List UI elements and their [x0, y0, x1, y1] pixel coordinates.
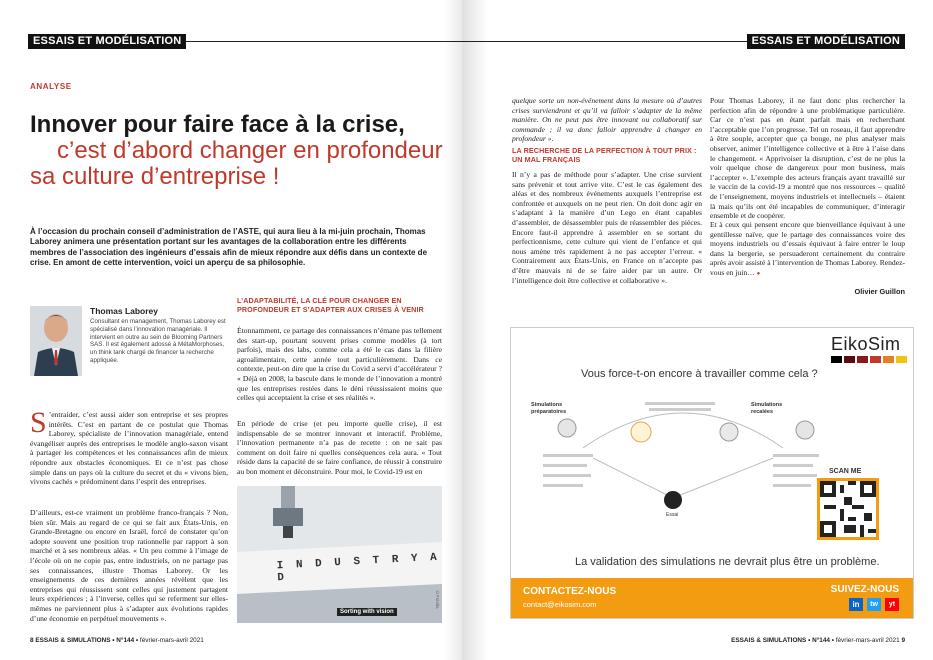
bio-text: Consultant en management, Thomas Laborey est spécialisé dans l’innovation managériale. Il intervient en outre au sein de Blooming Partners SAS. Il est également adossé à MétaMorphoses, un think tank chargé de financer la recherche appliquée.	[90, 318, 226, 364]
linkedin-icon[interactable]: in	[849, 598, 863, 611]
subheading-perfection: LA RECHERCHE DE LA PERFECTION À TOUT PRIX : UN MAL FRANÇAIS	[512, 146, 697, 164]
kicker: ANALYSE	[30, 82, 72, 91]
ad-tagline: La validation des simulations ne devrait plus être un problème.	[575, 556, 880, 568]
article-photo	[237, 486, 442, 623]
right-page	[462, 0, 933, 660]
col1-p1-text: ’entraider, c’est aussi aider son entreprise et ses propres intérêts. C’est en partant de ce postulat que Thomas Laborey, spécialiste de l’innovation managériale, entend évangéliser auprès des entreprises le modèle anglo-saxon visant à partager les compétences et les connaissances afin de mieux répondre aux obstacles économiques. Et ce n’est pas chose simple dans un pays où la culture du secret et du « vivons bien, vivons cachés » prédominent dans l’esprit des entreprises.	[30, 410, 228, 487]
social-icons	[849, 598, 899, 611]
swatch	[857, 356, 868, 363]
col1-paragraph-2: D’ailleurs, est-ce vraiment un problème franco-français ? Non, bien sûr. Mais au regard de ce qui se fait aux États-Unis, en Grande-Bretagne ou encore en Israël, forcé de constater qu’on adopte souvent une position trop rationnelle par rapport à son marché et à ses nombreux aléas. « Un peu comme à l’image de l’école où on ne copie pas, entre industriels, on ne partage pas ses connaissances, illustre Thomas Laborey. Or les enseignements de ces dernières années révèlent que les entreprises qui réussissent sont celles qui justement partagent leurs expériences ; à l’inverse, celles qui se referment sur elles-mêmes ne parviennent plus à s’adapter aux évolutions rapides d’une économie en perpétuel mouvements ».	[30, 508, 228, 623]
title-line-2: c’est d’abord changer en profondeur	[57, 137, 443, 164]
section-label: ESSAIS ET MODÉLISATION	[28, 34, 186, 49]
swatch	[883, 356, 894, 363]
footer-mag-name: ESSAIS & SIMULATIONS	[35, 637, 111, 644]
ad-brand: EikoSim	[831, 334, 901, 354]
section-label: ESSAIS ET MODÉLISATION	[747, 34, 905, 49]
article-title	[30, 112, 450, 190]
eikosim-logo	[831, 334, 907, 363]
col2-paragraph-1: Pour Thomas Laborey, il ne faut donc plus rechercher la perfection afin de répondre à une problématique particulière. Car ce n’est pas en étant parfait mais en recherchant l’acceptable que l’on progresse. Tel un roseau, il faut apprendre à être souple, accepter que ça bouge, ne plus analyser mais observer, animer l’intelligence collective et à être à l’aise dans le changement. « Apprivoiser la disruption, c’est de ne plus la voir quelque chose de dangereux pour mon business, mais l’accepter ». L’exemple des acteurs français ayant travaillé sur le vaccin de la covid-19 a montré que nos ressources – qualité de l’enseignement, moyens industriels et intellectuels – étaient là mais qu’ils ont été incapables de communiquer, d’interagir ensemble et de coopérer.	[710, 96, 905, 221]
eikosim-advertisement[interactable]	[510, 327, 914, 619]
footer-page-number: 9	[901, 637, 905, 644]
footer-date: février-mars-avril 2021	[139, 637, 204, 644]
title-line-1: Innover pour faire face à la crise,	[30, 111, 405, 138]
scan-label: SCAN ME	[829, 468, 862, 475]
col2-paragraph-2: En période de crise (et peu importe quelle crise), il est indispensable de se montrer innovant et interactif. Problème, l’innovation permanente n’a pas de recette : on ne sait pas comment on doit faire ni quelles conséquences cela aura. « Tout réside dans la capacité de se faire confiance, de réussir à construire au bon moment et déconstruire. Pour moi, le Covid-19 est en	[237, 419, 442, 476]
col2-paragraph-2	[710, 220, 905, 280]
footer-issue: • N°144 •	[112, 637, 139, 644]
diagram-center-label: Essai	[666, 512, 679, 518]
col1-paragraph-1: quelque sorte un non-événement dans la mesure où d’autres crises surviendront et qu’il va falloir s’adapter de la même manière. On ne peut pas être innovant ou collaboratif sur commande ; il va donc falloir apprendre à changer en profondeur ».	[512, 96, 702, 144]
twitter-icon[interactable]: tw	[867, 598, 881, 611]
col1-paragraph-2: Il n’y a pas de méthode pour s’adapter. Une crise survient sans prévenir et tout arrive vite. C’est le cas également des aléas et des nombreux événements auxquels l’entreprise est confrontée et auxquels on ne peut rien. On doit donc agir en s’adaptant à la manière d’un Lego en étant capables d’assembler, de désassembler puis de réassembler des pièces. Encore faut-il apprendre à assembler en se sortant du perfectionnisme, cette culture qui vient de l’enfance et qui nous amène très rapidement à ne pas accepter l’erreur. « Contrairement aux États-Unis, en France on n’accepte pas d’être mauvais ni de se faire aider par un autre. Or l’intelligence doit être collective et collaborative ».	[512, 170, 702, 285]
col2-p2-text: Et à ceux qui pensent encore que bienveillance équivaut à une gentillesse naïve, que le partage des connaissances voire des moyens industriels ou d’essais équivaut à faire entrer le loup dans la bergerie, se persuaderont certainement du contraire après avoir assisté à l’intervention de Thomas Laborey. Rendez-vous en juin…	[710, 220, 905, 277]
col2-paragraph-1: Étonnamment, ce partage des connaissances n’émane pas tellement des start-up, pourtant souvent prises comme modèles (à tort parfois), mais des labs, comme cela a été le cas dans la filière agroalimentaire, cette année tout particulièrement. Dans ce contexte, peut-on dire que la crise du Covid a servi d’accélérateur ? « Déjà en 2008, la bascule dans le monde de l’innovation a montré que les entreprises restées dans le déni réussissaient moins que celles qui acceptaient la crise et ses réalités ».	[237, 326, 442, 403]
header-rule	[462, 41, 763, 42]
follow-title: SUIVEZ-NOUS	[830, 584, 899, 595]
subheading-adaptability: L’ADAPTABILITÉ, LA CLÉ POUR CHANGER EN PROFONDEUR ET S’ADAPTER AUX CRISES À VENIR	[237, 296, 424, 314]
footer-issue: • N°144 •	[808, 637, 834, 644]
footer-left	[30, 637, 204, 644]
photo-credit: ©Fotolia	[435, 590, 440, 609]
swatch	[870, 356, 881, 363]
header-rule	[186, 41, 470, 42]
title-line-3: sa culture d’entreprise !	[30, 163, 280, 190]
end-mark: ●	[756, 270, 761, 277]
swatch	[896, 356, 907, 363]
contact-email[interactable]: contact@eikosim.com	[523, 600, 597, 609]
spine-shadow	[462, 0, 488, 660]
diagram-left-label: Simulations préparatoires	[531, 402, 567, 415]
qr-code-icon	[820, 481, 876, 537]
contact-title: CONTACTEZ-NOUS	[523, 586, 617, 597]
article-author: Olivier Guillon	[854, 287, 905, 296]
qr-code[interactable]	[817, 478, 879, 540]
bio-name: Thomas Laborey	[90, 306, 159, 316]
footer-date: février-mars-avril 2021	[835, 637, 900, 644]
photo-letter-tiles: I N D U S T R Y A D	[276, 551, 441, 585]
col1-paragraph-1	[30, 406, 228, 487]
intro-paragraph: À l’occasion du prochain conseil d’administration de l’ASTE, qui aura lieu à la mi-juin prochain, Thomas Laborey animera une présentation portant sur les avantages de la collaboration entre les différents membres de l’association des ingénieurs d’essais afin de mieux répondre aux défis dans un contexte de crise. En amont de cette intervention, voici un aperçu de sa philosophie.	[30, 227, 428, 268]
drop-cap: S	[30, 406, 47, 439]
footer-mag-name: ESSAIS & SIMULATIONS	[731, 637, 807, 644]
swatch	[831, 356, 842, 363]
author-portrait	[30, 306, 82, 376]
diagram-right-label: Simulations recalées	[751, 402, 783, 415]
author-bio	[30, 300, 228, 382]
youtube-icon[interactable]: yt	[885, 598, 899, 611]
photo-caption: Sorting with vision	[337, 608, 397, 616]
footer-page-number: 8	[30, 637, 34, 644]
ad-headline: Vous force-t-on encore à travailler comme cela ?	[581, 368, 818, 380]
brand-color-swatches	[831, 356, 907, 363]
swatch	[844, 356, 855, 363]
ad-footer-bar	[511, 578, 913, 618]
footer-right	[731, 637, 905, 644]
